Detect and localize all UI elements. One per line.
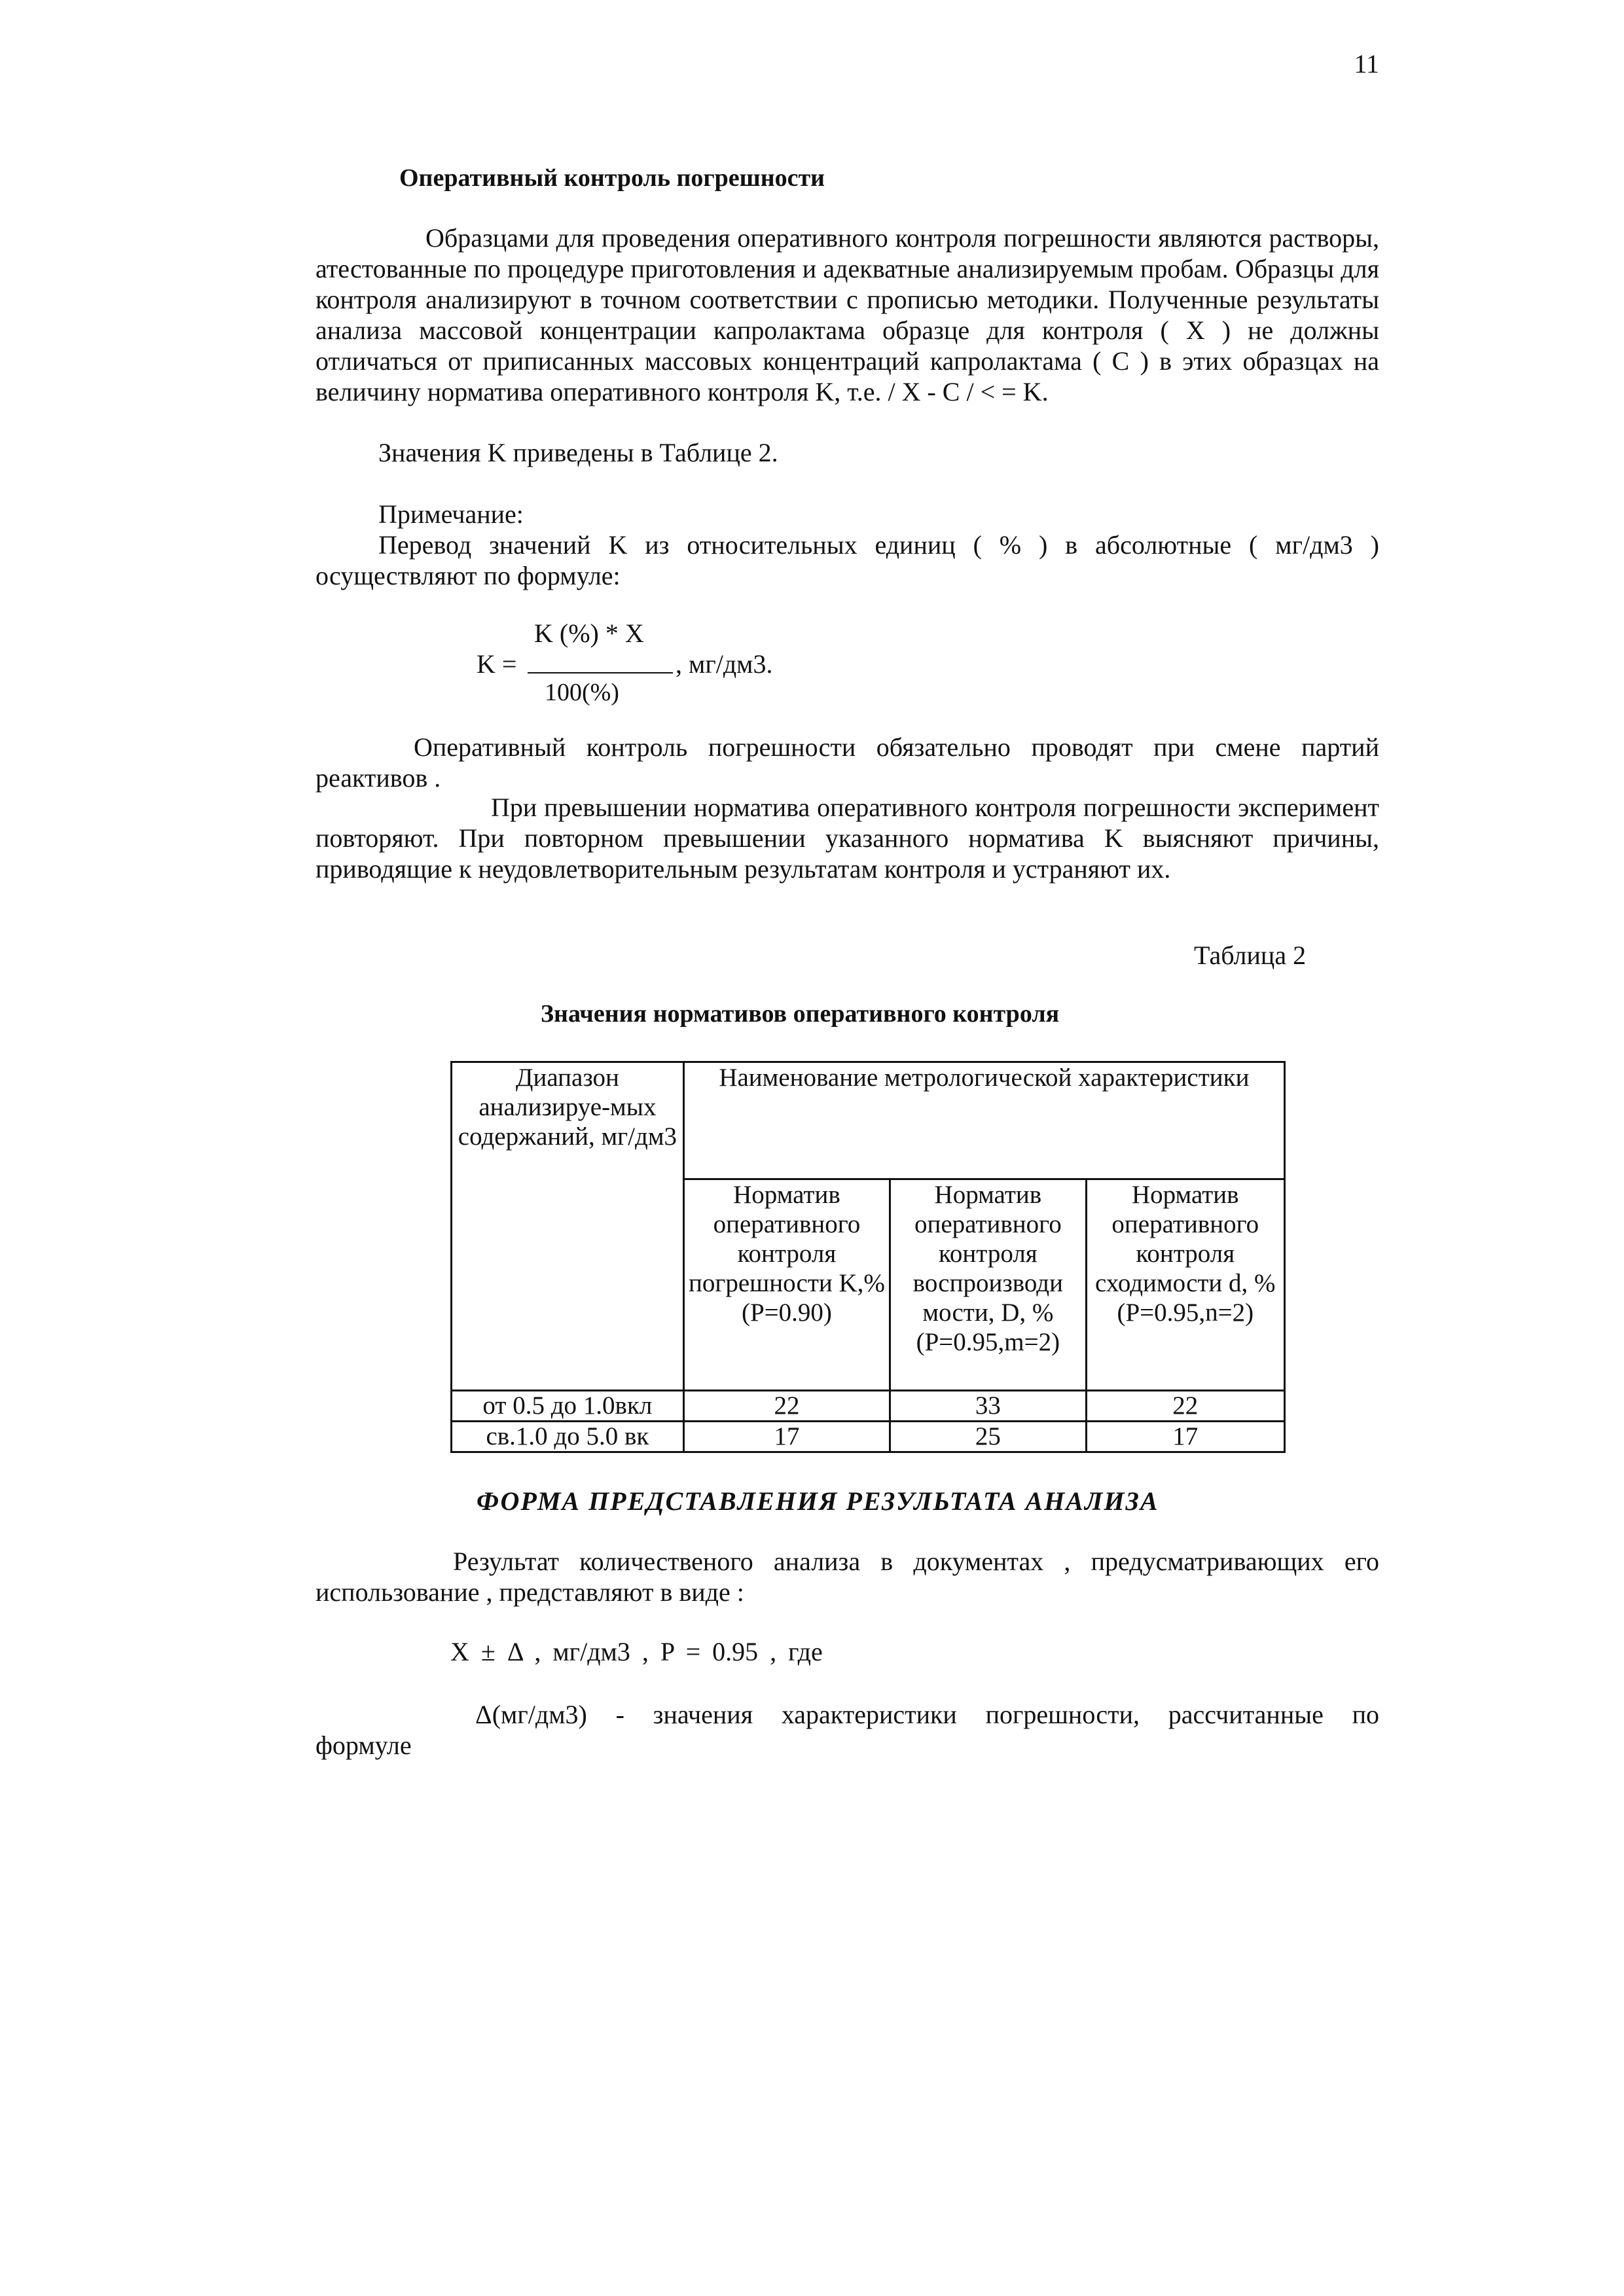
paragraph-control-block xyxy=(316,732,1379,793)
row-repeatability: 22 xyxy=(1086,1391,1284,1422)
result-formula: X ± Δ , мг/дм3 , P = 0.95 , где xyxy=(450,1637,823,1666)
row-k: 17 xyxy=(683,1422,890,1452)
formula-numerator: K (%) * X xyxy=(534,619,644,648)
paragraph-samples xyxy=(316,223,1379,407)
paragraph-exceed-block xyxy=(316,792,1379,884)
section-heading: Оперативный контроль погрешности xyxy=(399,164,825,192)
paragraph-result: Результат количественого анализа в документах , предусматривающих его использование , представляют в виде : xyxy=(316,1547,1379,1607)
range-header: Диапазон анализируе-мых содержаний, мг/дм3 xyxy=(452,1062,684,1391)
note-label: Примечание: xyxy=(378,499,524,529)
column-header-k: Норматив оперативного контроля погрешности K,% (P=0.90) xyxy=(683,1179,890,1391)
result-form-title: ФОРМА ПРЕДСТАВЛЕНИЯ РЕЗУЛЬТАТА АНАЛИЗА xyxy=(477,1486,1159,1516)
delta-tail: формуле xyxy=(316,1731,412,1760)
delta-line: Δ(мг/дм3) - значения характеристики погрешности, рассчитанные по xyxy=(475,1700,1379,1729)
formula-fraction-bar xyxy=(528,672,673,673)
paragraph-result-block xyxy=(316,1546,1379,1607)
row-repeatability: 17 xyxy=(1086,1422,1284,1452)
page-number: 11 xyxy=(1354,49,1379,79)
note-text: Перевод значений K из относительных единиц ( % ) в абсолютные ( мг/дм3 ) осуществляют по формуле: xyxy=(316,530,1379,590)
row-range: от 0.5 до 1.0вкл xyxy=(452,1391,684,1422)
paragraph-k-values: Значения K приведены в Таблице 2. xyxy=(378,438,778,467)
note-text-block xyxy=(316,529,1379,591)
row-reproducibility: 25 xyxy=(890,1422,1086,1452)
column-header-reproducibility: Норматив оперативного контроля воспроизводи мости, D, % (P=0.95,m=2) xyxy=(890,1179,1086,1391)
row-k: 22 xyxy=(683,1391,890,1422)
formula-denominator: 100(%) xyxy=(545,679,619,706)
table-label: Таблица 2 xyxy=(1194,941,1307,970)
norms-table xyxy=(450,1061,1286,1453)
formula-lhs: K = xyxy=(477,649,517,679)
row-range: св.1.0 до 5.0 вк xyxy=(452,1422,684,1452)
table-header-row xyxy=(452,1062,1285,1179)
paragraph-exceed: При превышении норматива оперативного контроля погрешности эксперимент повторяют. При повторном превышении указанного норматива K выясняют причины, приводящие к неудовлетворительным результатам контроля и устраняют их. xyxy=(316,793,1379,884)
paragraph-samples-text: Образцами для проведения оперативного контроля погрешности являются растворы, атестованные по процедуре приготовления и адекватные анализируемым пробам. Образцы для контроля анализируют в точном соответствии с прописью методики. Полученные результаты анализа массовой концентрации капролактама образце для контроля ( X ) не должны отличаться от приписанных массовых концентраций капролактама ( C ) в этих образцах на величину норматива оперативного контроля K, т.е. / X - C / < = K. xyxy=(316,223,1379,406)
table-title: Значения нормативов оперативного контроля xyxy=(541,1000,1060,1028)
table-row xyxy=(452,1391,1285,1422)
group-header: Наименование метрологической характеристики xyxy=(683,1062,1284,1179)
table-row xyxy=(452,1422,1285,1452)
row-reproducibility: 33 xyxy=(890,1391,1086,1422)
paragraph-control: Оперативный контроль погрешности обязательно проводят при смене партий реактивов . xyxy=(316,732,1379,793)
formula-unit: , мг/дм3. xyxy=(676,649,773,679)
column-header-repeatability: Норматив оперативного контроля сходимости d, % (P=0.95,n=2) xyxy=(1086,1179,1284,1391)
